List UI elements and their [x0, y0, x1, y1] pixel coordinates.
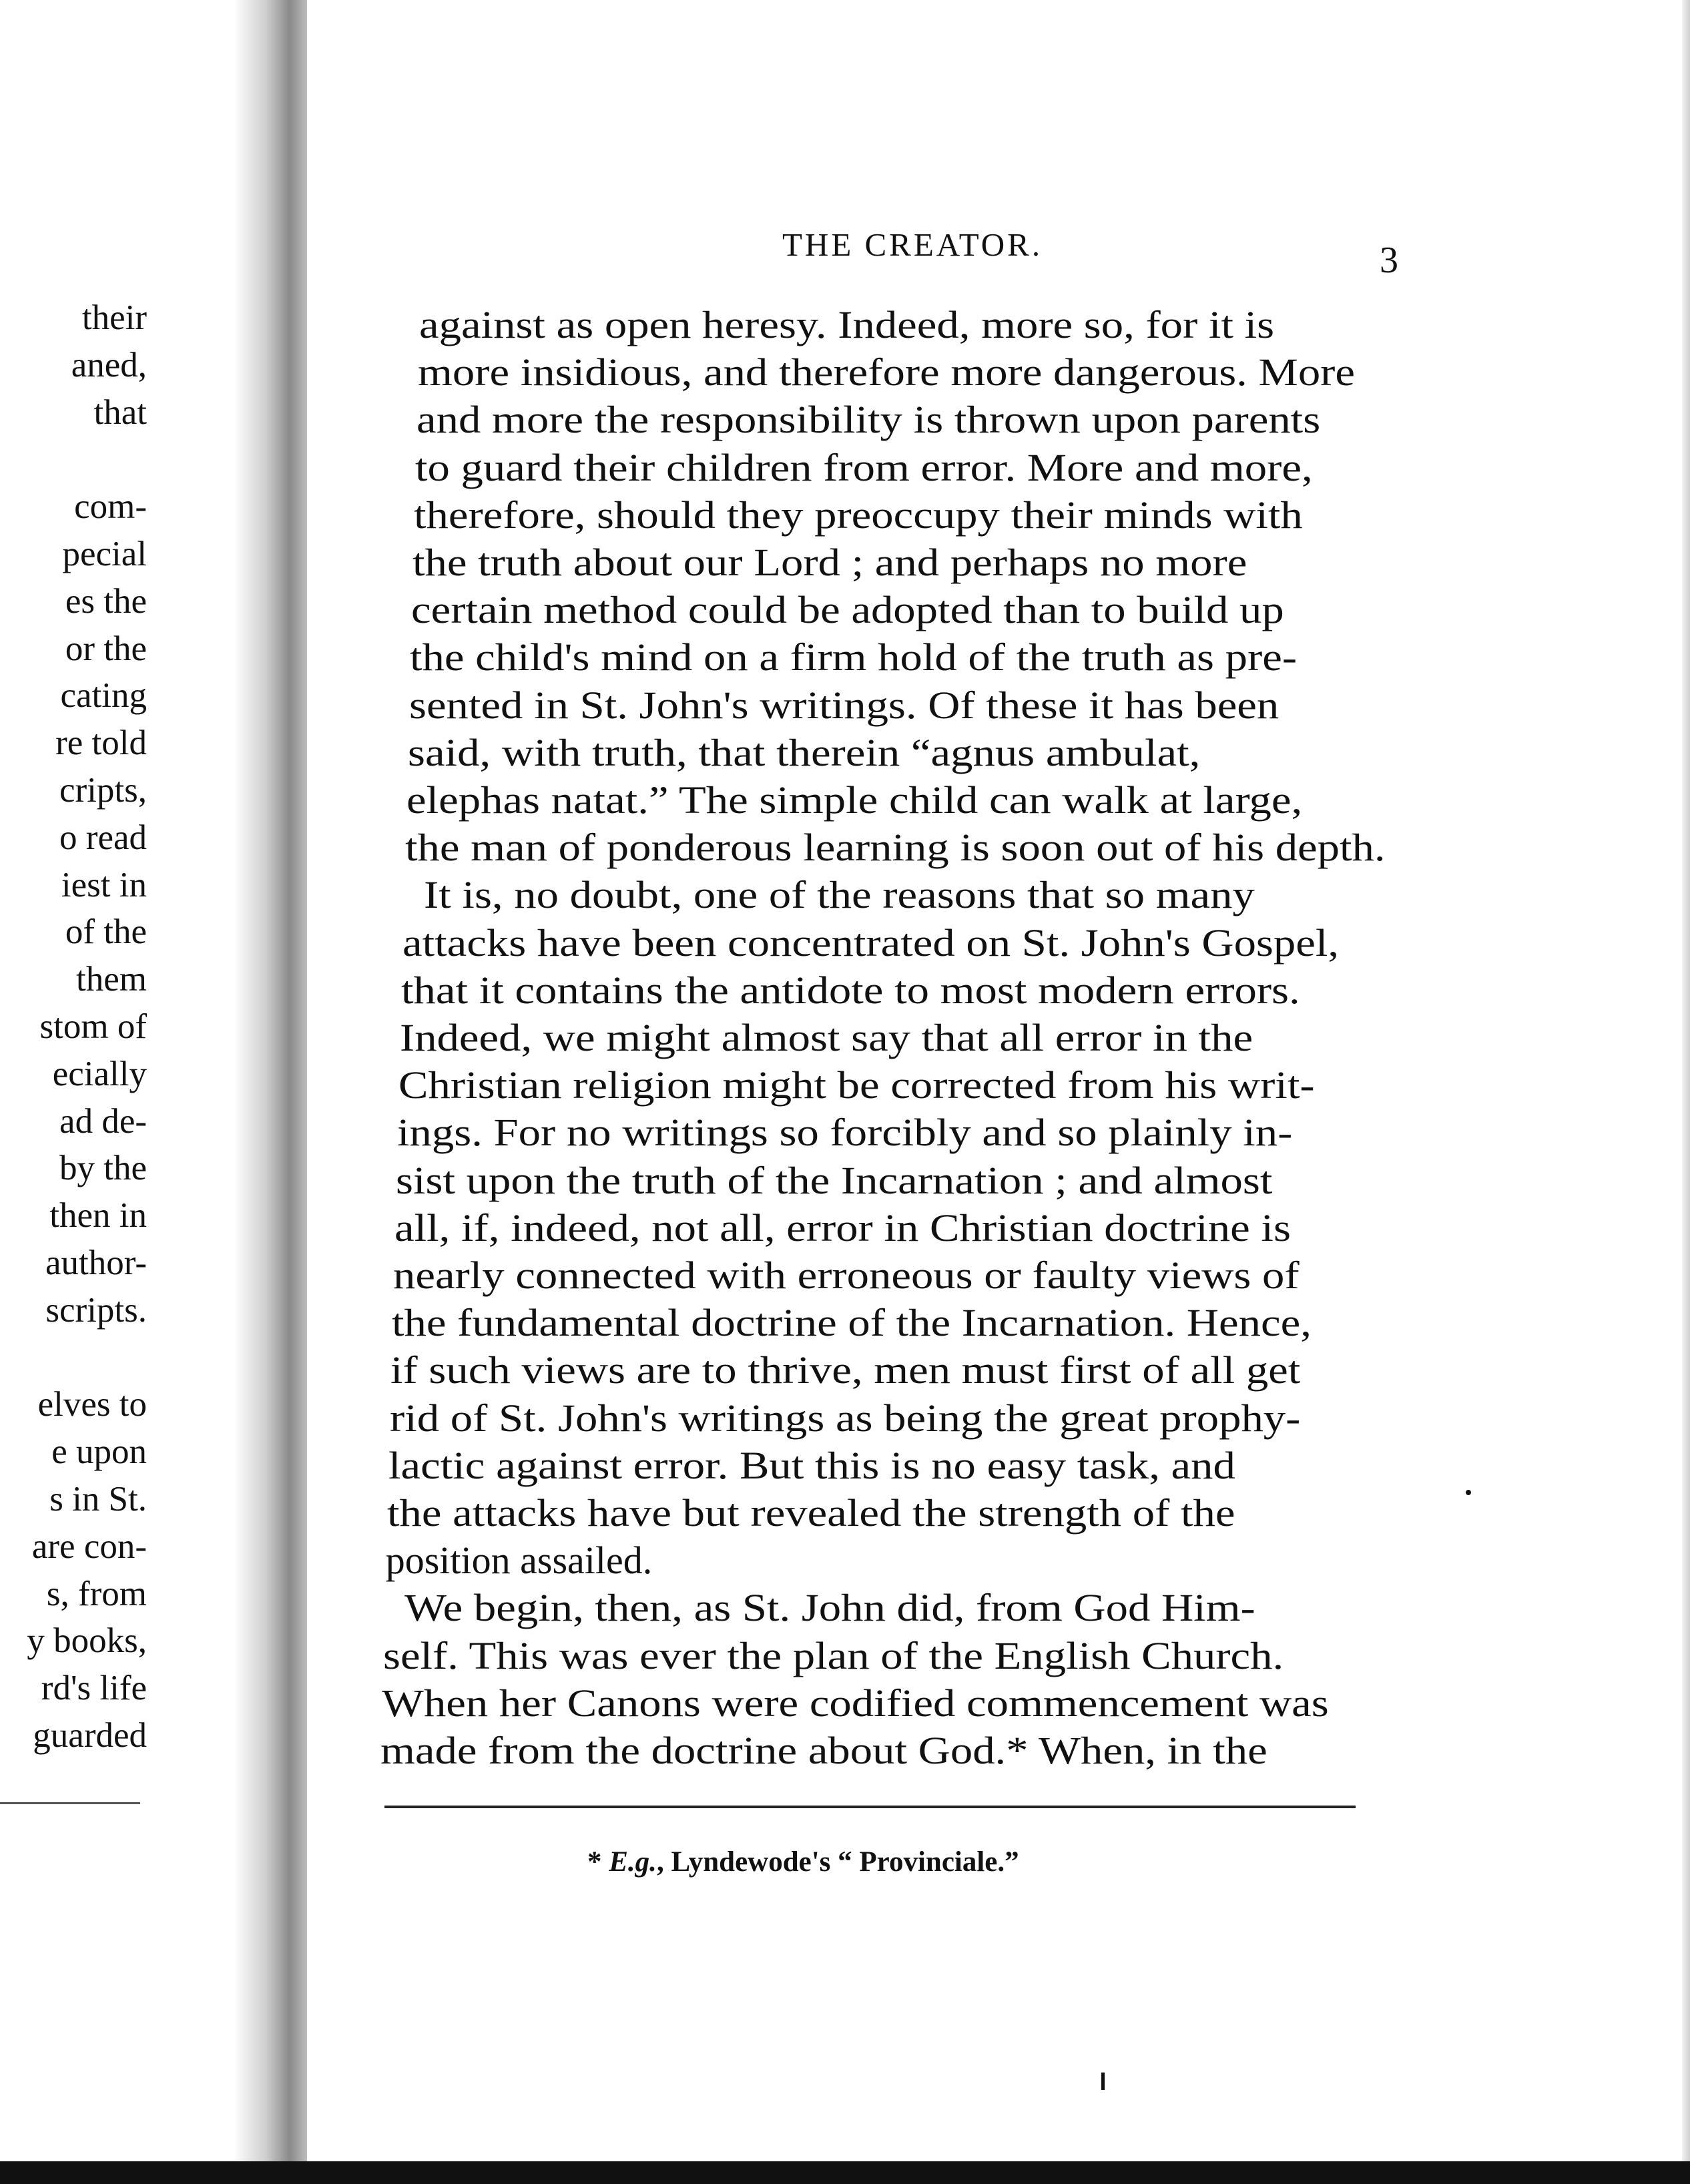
- page-number: 3: [1380, 240, 1398, 281]
- stray-tick: [1101, 2073, 1105, 2090]
- body-line: more insidious, and therefore more dangerous. More: [418, 350, 1356, 394]
- body-line: certain method could be adopted than to build up: [411, 588, 1285, 632]
- left-page-line: rd's life: [41, 1669, 147, 1708]
- left-page-line: o read: [59, 818, 147, 857]
- left-footnote-rule: [0, 1802, 140, 1804]
- left-page-line: e upon: [51, 1432, 147, 1472]
- body-line: Indeed, we might almost say that all error in the: [400, 1016, 1253, 1059]
- left-page-line: pecial: [62, 535, 147, 573]
- left-page-line: iest in: [61, 865, 147, 904]
- left-page-line: or the: [65, 629, 147, 668]
- body-line: the fundamental doctrine of the Incarnation. Hence,: [392, 1301, 1312, 1345]
- body-line: against as open heresy. Indeed, more so, for it is: [419, 303, 1275, 346]
- left-page-line: elves to: [37, 1385, 147, 1424]
- running-head: THE CREATOR.: [782, 226, 1043, 263]
- body-line: if such views are to thrive, men must first of all get: [390, 1348, 1301, 1392]
- left-page-line: are con-: [31, 1527, 147, 1566]
- body-line: rid of St. John's writings as being the great prophy-: [389, 1396, 1300, 1440]
- body-line: sist upon the truth of the Incarnation ; and almost: [396, 1158, 1273, 1202]
- body-line: It is, no doubt, one of the reasons that so many: [423, 873, 1255, 917]
- body-line: Christian religion might be corrected from his writ-: [398, 1063, 1315, 1107]
- left-page-line: of the: [65, 912, 147, 952]
- page-edge: [1682, 0, 1690, 2169]
- left-page-line: ad de-: [59, 1101, 147, 1141]
- left-page-line: their: [81, 298, 147, 337]
- left-page-line: aned,: [71, 345, 147, 384]
- body-line: the attacks have but revealed the strength of the: [386, 1491, 1235, 1535]
- body-line: made from the doctrine about God.* When, in the: [380, 1729, 1268, 1772]
- left-page-line: y books,: [27, 1621, 147, 1661]
- scan-bottom-edge: [0, 2161, 1690, 2184]
- left-page-line: then in: [49, 1196, 147, 1236]
- body-line: self. This was ever the plan of the English Church.: [382, 1633, 1284, 1677]
- body-line: therefore, should they preoccupy their minds with: [414, 493, 1304, 537]
- footnote-rule: [384, 1806, 1356, 1808]
- body-line: to guard their children from error. More and more,: [415, 445, 1313, 489]
- left-page-line: com-: [74, 487, 147, 527]
- footnote-marker: *: [587, 1846, 609, 1878]
- body-line: When her Canons were codified commencement was: [381, 1681, 1329, 1725]
- left-page-line: author-: [45, 1244, 147, 1282]
- left-page-line: cripts,: [59, 771, 147, 810]
- left-page-line: ecially: [52, 1054, 147, 1093]
- body-line: the child's mind on a firm hold of the truth as pre-: [410, 635, 1298, 679]
- body-line: and more the responsibility is thrown upon parents: [416, 398, 1321, 442]
- body-line: sented in St. John's writings. Of these it has been: [408, 683, 1279, 727]
- left-page-line: that: [93, 392, 147, 432]
- left-page-line: them: [76, 960, 147, 999]
- body-line: elephas natat.” The simple child can walk at large,: [406, 778, 1302, 822]
- body-line: ings. For no writings so forcibly and so plainly in-: [397, 1111, 1293, 1155]
- left-page-line: s, from: [46, 1574, 147, 1613]
- left-page-line: cating: [60, 676, 147, 716]
- footnote-abbrev: E.g.: [609, 1846, 657, 1878]
- left-page-line: re told: [55, 724, 147, 763]
- body-line: the truth about our Lord ; and perhaps no more: [412, 541, 1247, 584]
- footnote-text: , Lyndewode's “ Provinciale.”: [656, 1846, 1019, 1878]
- body-line: We begin, then, as St. John did, from God Him-: [404, 1586, 1255, 1630]
- left-page-line: scripts.: [45, 1290, 147, 1330]
- book-gutter: [234, 0, 314, 2163]
- body-line: position assailed.: [385, 1539, 653, 1583]
- body-line: that it contains the antidote to most modern errors.: [400, 968, 1300, 1012]
- stray-dot: [1466, 1490, 1471, 1495]
- body-line: attacks have been concentrated on St. John's Gospel,: [402, 920, 1339, 965]
- left-page-line: by the: [59, 1149, 147, 1188]
- left-page-line: s in St.: [49, 1480, 147, 1519]
- left-page-line: guarded: [33, 1716, 147, 1755]
- body-line: said, with truth, that therein “agnus ambulat,: [407, 730, 1200, 774]
- footnote: [587, 1846, 1019, 1878]
- body-line: nearly connected with erroneous or faulty views of: [393, 1254, 1300, 1297]
- left-page-line: es the: [65, 581, 147, 621]
- body-line: all, if, indeed, not all, error in Christian doctrine is: [394, 1205, 1292, 1250]
- body-line: the man of ponderous learning is soon out of his depth.: [404, 826, 1386, 870]
- left-page-line: stom of: [39, 1007, 147, 1046]
- body-line: lactic against error. But this is no easy task, and: [388, 1443, 1235, 1487]
